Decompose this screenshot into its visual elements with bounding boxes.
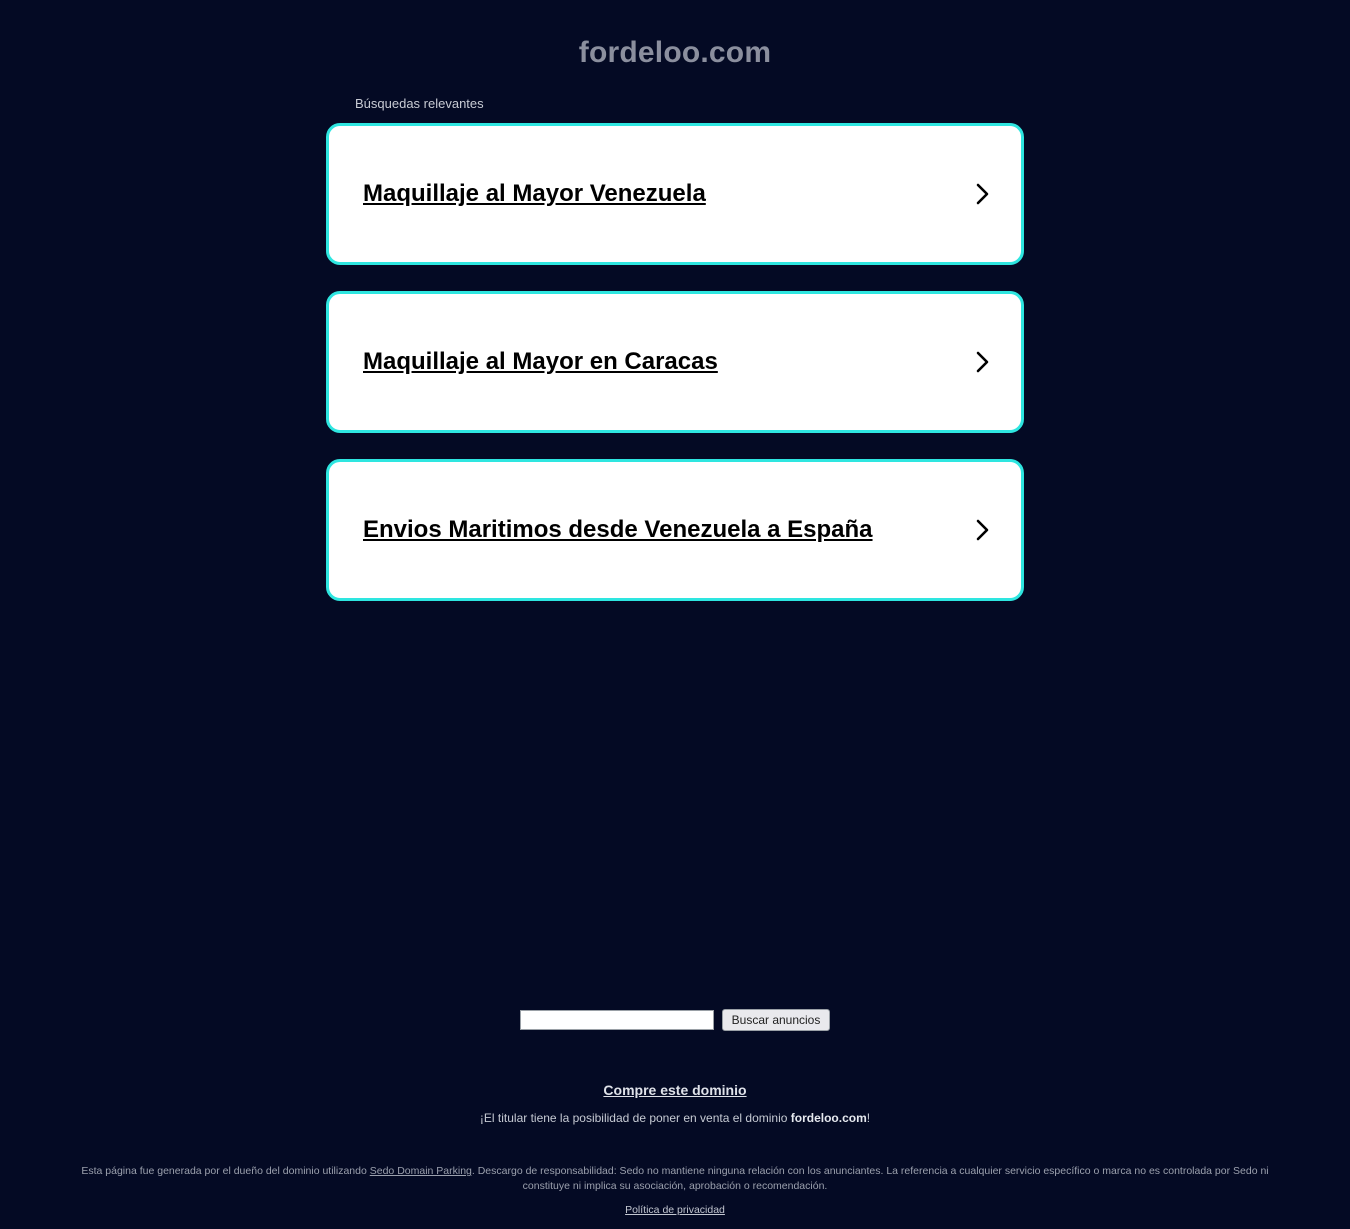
disclaimer-prefix: Esta página fue generada por el dueño del dominio utilizando bbox=[81, 1165, 370, 1177]
chevron-right-icon bbox=[969, 349, 995, 375]
privacy-policy-link[interactable]: Política de privacidad bbox=[625, 1204, 725, 1216]
search-input[interactable] bbox=[520, 1010, 714, 1030]
sedo-domain-parking-link[interactable]: Sedo Domain Parking bbox=[369, 1165, 472, 1177]
chevron-right-icon bbox=[969, 517, 995, 543]
search-ads-button[interactable]: Buscar anuncios bbox=[722, 1009, 831, 1031]
buy-sub-suffix: ! bbox=[866, 1111, 871, 1125]
related-search-link-2[interactable]: Maquillaje al Mayor en Caracas bbox=[363, 348, 718, 376]
related-search-link-3[interactable]: Envios Maritimos desde Venezuela a España bbox=[363, 516, 873, 544]
buy-sub-prefix: ¡El titular tiene la posibilidad de poner en venta el dominio bbox=[479, 1111, 791, 1125]
related-search-card-3[interactable] bbox=[326, 459, 1024, 601]
related-search-card-2[interactable] bbox=[326, 291, 1024, 433]
related-searches-label: Búsquedas relevantes bbox=[355, 96, 484, 111]
related-search-card-1[interactable] bbox=[326, 123, 1024, 265]
buy-domain-link[interactable]: Compre este dominio bbox=[603, 1082, 747, 1098]
related-search-link-1[interactable]: Maquillaje al Mayor Venezuela bbox=[363, 180, 706, 208]
chevron-right-icon bbox=[969, 181, 995, 207]
search-row bbox=[0, 1009, 1350, 1031]
disclaimer-text bbox=[70, 1164, 1280, 1194]
page-title: fordeloo.com bbox=[578, 36, 772, 69]
disclaimer-suffix: . Descargo de responsabilidad: Sedo no mantiene ninguna relación con los anunciantes. La referencia a cualquier servicio específico o marca no es controlada por Sedo ni constituye ni implica su asociación, aprobación o recomendación. bbox=[471, 1165, 1269, 1193]
buy-domain-subtitle bbox=[0, 1111, 1350, 1125]
privacy-policy-row bbox=[0, 1204, 1350, 1216]
buy-sub-domain: fordeloo.com bbox=[790, 1111, 867, 1125]
related-searches-list bbox=[0, 123, 1350, 601]
